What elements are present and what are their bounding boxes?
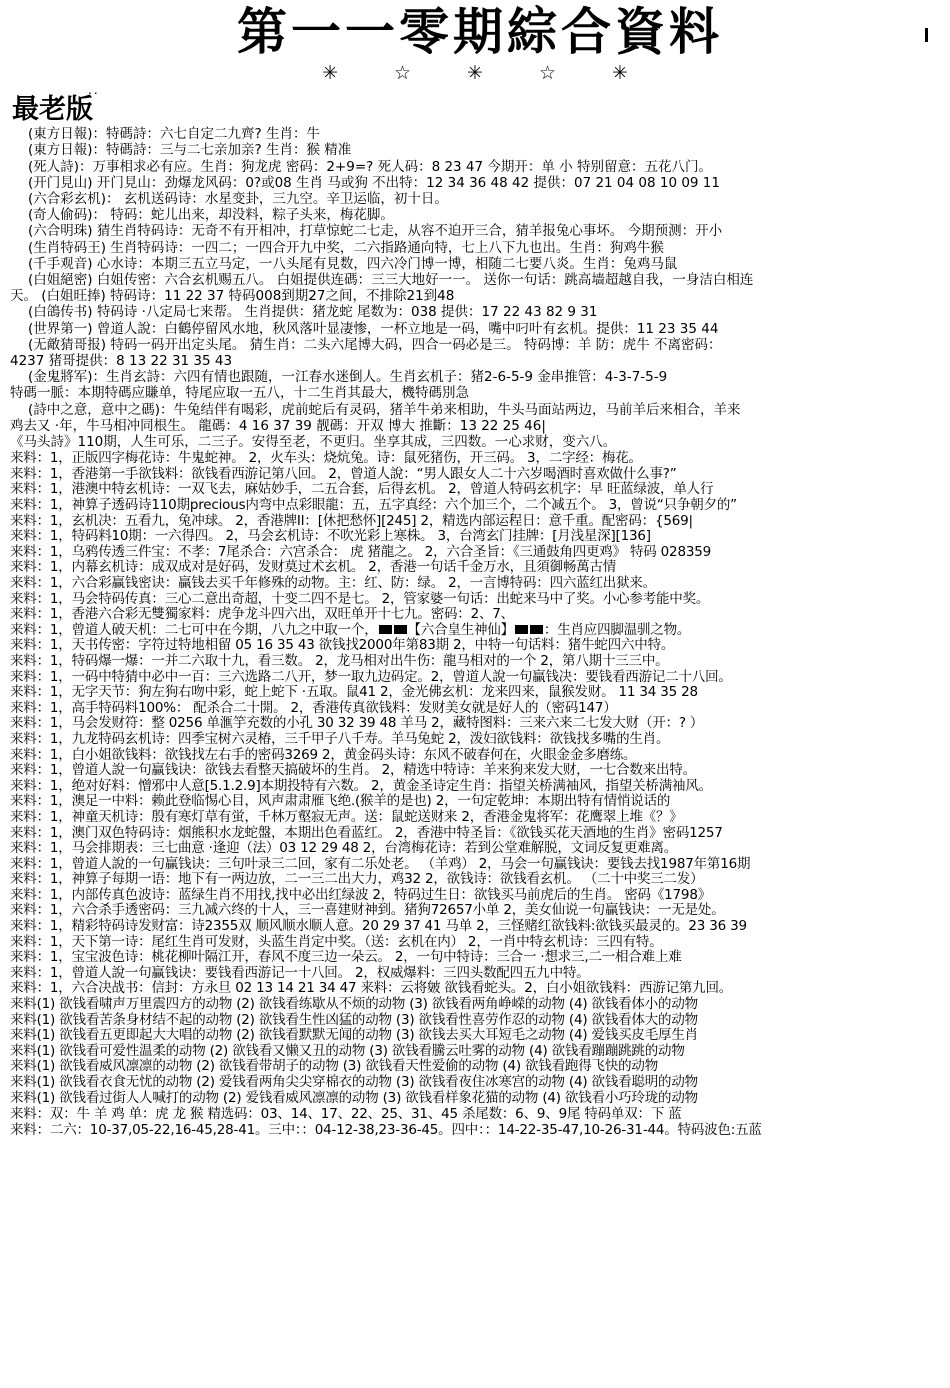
material-line: 来料：1，香港第一手欲钱料：欲钱看西游记第八回。 2，曾道人說：“男人跟女人二十六岁喝酒时喜欢做什么事?” [10, 465, 677, 482]
material-line: 来料：1，澳门双色特码诗：烟熊积水龙蛇盤，本期出色看蓝红。 2，香港中特圣旨：《欲钱买花天酒地的生肖》密码1257 [10, 824, 723, 841]
header-dots: .. [88, 82, 100, 97]
footer-line: 来料：双：牛 羊 鸡 单：虎 龙 猴 精选码：03、14、17、22、25、31、45 杀尾数：6、9、9尾 特码单双：下 蓝 [10, 1106, 682, 1123]
edition-label: 最老版 [12, 93, 93, 125]
material-line: 来料：1，精彩特码诗发财富：诗2355双 顺风顺水顺人意。20 29 37 41 马单 2，三怪赌红欲钱料:欲钱买最灵的。23 36 39 [10, 918, 747, 935]
block-mark [394, 625, 407, 634]
material-line: 来料：1，特码爆一爆：一并二六取十九，看三数。 2，龙马相对出牛伤：龍马相对的一个 2，第八期十三三中。 [10, 652, 669, 669]
block-mark [515, 625, 528, 634]
star-4: ☆ [538, 61, 612, 84]
footer-line: 来料：二六：10-37,05-22,16-45,28-41。三中：：04-12-38,23-36-45。四中：：14-22-35-47,10-26-31-44。特码波色:五蓝 [10, 1121, 762, 1138]
material-line: 来料：1，九龙特码玄机诗：四季宝树六灵椿，三千甲子八千寿。羊马兔蛇 2，泼妇欲钱料：欲钱找多嘴的生肖。 [10, 730, 670, 747]
material-line: 来料：1，马会发财符：整 0256 单滙竽充数的小孔 30 32 39 48 羊马 2，藏特图料：三来六来二七发大财（开：? ） [10, 715, 704, 732]
upper-line: 4237 猪哥提供：8 13 22 31 35 43 [10, 353, 233, 370]
upper-line: (六合明珠) 猜生肖特码诗：无奇不有开相冲，打草惊蛇二七走，从容不迫开三合，猜羊报兔心事坏。 今期预测：开小 [28, 223, 723, 240]
upper-section [10, 126, 940, 450]
material-line: 来料：1，天下第一诗：尾红生肖可发财，头蓝生肖定中奖。（送：玄机在内） 2，一肖中特玄机诗：三四有特。 [10, 933, 663, 950]
material-line: 来料：1，曾道人說的一句贏钱诀：三句叶录三二回，家有二乐处老。 （羊鸡） 2，马会一句贏钱诀：要钱去找1987年第16期 [10, 855, 751, 872]
upper-line: (白鴿传书) 特码诗 ·八定局七来帮。 生肖提供：猪龙蛇 尾数为：038 提供：17 22 43 82 9 31 [28, 304, 598, 321]
material-line: 来料：1，正版四字梅花诗：牛鬼蛇神。 2，火车头：烧炕兔。诗：鼠死猪伤，开三码。 3，二字经：梅花。 [10, 450, 642, 467]
material-line: 来料(1) 欲钱看五更即起大大唱的动物 (2) 欲钱看默默无闻的动物 (3) 欲钱去买大耳短毛之动物 (4) 爱钱买皮毛厚生肖 [10, 1027, 698, 1044]
material-line: 来料：1，天书传密：字符过特地相留 05 16 35 43 欲钱找2000年第83期 2，中特一句话料：猪牛蛇四六中特。 [10, 637, 675, 654]
upper-line: (金鬼將军)：生肖玄詩：六四有情也跟随，一江春水迷倒人。生肖玄机子：猪2-6-5-9 金串推管：4-3-7-5-9 [28, 369, 668, 386]
material-line: 来料：1，六合决战书：信封：方永旦 02 13 14 21 34 47 来料：云将皴 欲钱看蛇头。2，白小姐欲钱料：西游记第九回。 [10, 980, 733, 997]
star-3: ✳ [467, 61, 539, 84]
material-line: 来料：1，绝对好料：憎邪中人意[5.1.2.9]本期投特有六数。 2，黄金圣诗定生肖：指望关桥满袖风，指望关桥满袖风。 [10, 777, 712, 794]
material-line: 来料(1) 欲钱看苦条身材结不起的动物 (2) 欲钱看生性凶猛的动物 (3) 欲钱看性喜劳作忍的动物 (4) 欲钱看体大的动物 [10, 1011, 698, 1028]
material-line: 来料(1) 欲钱看威风凛凛的动物 (2) 欲钱看带胡子的动物 (3) 欲钱看天性爱偷的动物 (4) 欲钱看跑得飞快的动物 [10, 1058, 659, 1075]
material-line: 来料：1，无字天节：狗左狗右吻中彩，蛇上蛇下 ·五取。鼠41 2，金光佛玄机：龙来四来，鼠猴发财。 11 34 35 28 [10, 684, 698, 701]
material-line: 来料：1，神童天机诗：殷有寒灯草有蛍，千林万壑寂无声。送：鼠蛇送财来 2，香港金鬼将军：花鹰翠上堆《？》 [10, 808, 683, 825]
material-line: 来料：1，高手特码料100%： 配杀合二十開。 2，香港传真欲钱料：发财美女就是好人的（密码147） [10, 699, 617, 716]
upper-line: (开门見山) 开门見山：劲爆龙风码：0?或08 生肖 马或狗 不出特：12 34 36 48 42 提供：07 21 04 08 10 09 11 [28, 174, 720, 191]
upper-line: (无敵猜哥报) 特码一码开出定头尾。 猜生肖：二头六尾博大码，四合一码必是三。 特码博：羊 防：虎牛 不离密码： [28, 336, 722, 353]
star-5: ✳ [612, 61, 684, 84]
upper-line: (東方日報)：特碼詩：三与二七亲加亲? 生肖：猴 精准 [28, 142, 352, 159]
material-line: 来料：1，乌鸦传透三件宝：不孝：7尾杀合：六宫杀合： 虎 猪龍之。 2，六合圣旨：《三通鼓角四更鸡》 特码 028359 [10, 543, 712, 560]
material-line: 来料：1，一码中特猜中必中一百：三六选路二八开，梦一取九边码定。2，曾道人說一句贏钱决：要钱看西游记二十八回。 [10, 668, 732, 685]
page-title: 第一一零期綜合資料 [237, 2, 723, 61]
material-line-text: 来料：1，曾道人破天机：二七可中在今期，八九之中取一个， 【六合皇生神仙】 ：生肖应四脚温驯之物。 [10, 621, 691, 638]
upper-line: (東方日報)：特碼詩：六七自定二九齊? 生肖：牛 [28, 126, 320, 143]
material-line: 来料(1) 欲钱看可爱性温柔的动物 (2) 欲钱看又懒又丑的动物 (3) 欲钱看騰云吐雾的动物 (4) 欲钱看蹦蹦跳跳的动物 [10, 1042, 685, 1059]
material-line: 来料(1) 欲钱看啸声万里震四方的动物 (2) 欲钱看练歇从不烦的动物 (3) 欲钱看两角峥嵘的动物 (4) 欲钱看体小的动物 [10, 996, 698, 1013]
material-line: 来料：1，马会排期表：三七曲意 ·逢迎（法）03 12 29 48 2，台湾梅花诗：若到公堂难解脱，文词反复更难离。 [10, 840, 678, 857]
corner-mark [925, 28, 928, 42]
upper-line: (奇人偷码)： 特码：蛇儿出来，却没料，粽子头来，梅花脚。 [28, 207, 394, 224]
material-line: 来料：1，神算子透码诗110期precious内弯中点彩眼龍：五，五字真经：六个加三个，二个减五个。 3，曾说“只争朝夕的” [10, 497, 737, 514]
material-line: 来料：1，六合彩贏钱密诀：贏钱去买千年修殊的动物。主：红、防：绿。 2，一言博特码：四六蓝红出狱来。 [10, 575, 656, 591]
material-line: 来料：1，港澳中特玄机诗：一双飞去，麻姑妙手，二五合套，后得玄机。 2，曾道人特码玄机字：早 旺蓝绿波，单人行 [10, 481, 714, 498]
upper-line: (詩中之意，意中之碼)：牛兔结伴有喝彩，虎前蛇后有灵码，猪羊牛弟来相助，牛头马面站两边，马前羊后来相合，羊来 [28, 401, 741, 418]
material-line: 来料：1，白小姐欲钱料：欲钱找左右手的密码3269 2，黄金码头诗：东风不破春何在，火眼金金多磨练。 [10, 746, 637, 763]
material-line: 来料：1，马会特码传真：三心二意出奇超，十变二四不是七。 2，管家婆一句话：出蛇来马中了奖。小心参考能中奖。 [10, 590, 710, 607]
material-line: 来料：1，六合杀手透密码：三九减六终的十人，三一喜建财神到。猪狗72657小单 2，美女仙说一句贏钱诀：一无是处。 [10, 902, 725, 919]
footer-section [10, 1107, 940, 1138]
material-line: 来料：1，内幕玄机诗：成双成对是好码，发财莫过术玄机。 2，香港一句话千金万水，且須御畅萬古情 [10, 559, 617, 576]
material-line: 来料：1，曾道人說一句贏钱诀：欲钱去看整天搞破坏的生肖。 2，精选中特诗：羊来狗来发大财，一七合数来出特。 [10, 762, 696, 779]
material-line: 来料(1) 欲钱看过街人人喊打的动物 (2) 爱钱看威风凛凛的动物 (3) 欲钱看样象花猫的动物 (4) 欲钱看小巧玲珑的动物 [10, 1089, 698, 1106]
upper-line: (白姐絕密) 白姐传密：六合玄机赐五八。 白姐提供连碼：三三大地好一一。 送你一句话：跳高墙超越自我，一身洁白相连 [28, 272, 754, 289]
upper-line: 特碼一脈：本期特碼应賺单，特尾应取一五八，十二生肖其最大，機特碼別急 [10, 385, 469, 402]
star-divider [10, 61, 940, 85]
upper-line: (千手观音) 心水诗：本期三五立马定，一八头尾有見数，四六冷门博一博，相随二七要八炎。生肖：兔鸡马鼠 [28, 255, 678, 272]
material-line: 来料：1，香港六合彩无雙獨家料：虎争龙斗四六出，双旺单开十七九。密码：2、7、 [10, 606, 514, 623]
block-mark [530, 625, 543, 634]
upper-line: (死人詩)：万事相求必有应。生肖：狗龙虎 密码：2+9=? 死人码：8 23 47 今期开：单 小 特别留意：五花八门。 [28, 158, 712, 175]
block-mark [379, 625, 392, 634]
upper-line: 《马头詩》110期，人生可乐，二三子。安得至老，不更归。坐享其成，三四数。一心求财，变六八。 [10, 434, 617, 451]
material-line: 来料：1，宝宝波色诗：桃花柳叶隔江开，春风不度三边一朵云。 2，一句中特诗：三合一 ·想求三,二一相合难上难 [10, 949, 682, 966]
material-line: 来料：1，曾道人說一句贏钱诀：要钱看西游记一十八回。 2，权威爆料：三四头数配四五九中特。 [10, 964, 590, 981]
upper-line: 鸡去又 ·年，牛马相冲同根生。 龍碼：4 16 37 39 靓碼：开双 博大 推斷：13 22 25 46| [10, 417, 546, 434]
material-line: 来料：1，澳足一中料：赖此登临惕心目，风声肃肃雁飞绝.(猴羊的是也) 2，一句定乾坤：本期出特有情悄说话的 [10, 793, 671, 810]
upper-line: (世界第一) 曾道人說：白鶴停留风水地，秋风落叶显凄惨，一杯立地是一码，嘴中叼叶有玄机。提供：11 23 35 44 [28, 320, 719, 337]
material-line: 来料(1) 欲钱看衣食无忧的动物 (2) 爱钱看两角尖尖穿棉衣的动物 (3) 欲钱看夜住冰寒宫的动物 (4) 欲钱看聪明的动物 [10, 1074, 698, 1090]
material-line: 来料：1，玄机决：五看九，兔冲球。 2，香港牌II：[休把愁怀][245] 2，精选内部运程日：意千重。配密码：{569| [10, 512, 693, 529]
materials-section [10, 451, 940, 1106]
upper-line: (生肖特码王) 生肖特码诗：一四二；一四合开九中奖，二六指路通向特，七上八下九也出。生肖：狗鸡牛猴 [28, 239, 664, 256]
material-line: 来料：1，神算子每期一语：地下有一两边放，二一三二出大力，鸡32 2，欲钱诗：欲钱看玄机。 （二十中奖三二发） [10, 871, 704, 888]
material-line: 来料：1，特码料10期：一六得四。 2，马会玄机诗：不吹光彩上寒株。 3，台湾玄门挂牌：[月浅星深][136] [10, 528, 651, 545]
upper-line: (六合彩玄机)： 玄机送码诗：水星变卦，三九空。辛卫运临，初十日。 [28, 191, 448, 207]
star-1: ✳ [322, 61, 394, 84]
upper-line: 天。 (白姐旺捧) 特码诗：11 22 37 特码008到期27之间，不排除21到48 [10, 288, 455, 305]
star-2: ☆ [393, 61, 468, 84]
material-line: 来料：1，内部传真色波诗：蓝绿生肖不用找,找中必出红绿波 2，特码过生日：欲钱买马前虎后的生肖。 密码《1798》 [10, 886, 712, 903]
